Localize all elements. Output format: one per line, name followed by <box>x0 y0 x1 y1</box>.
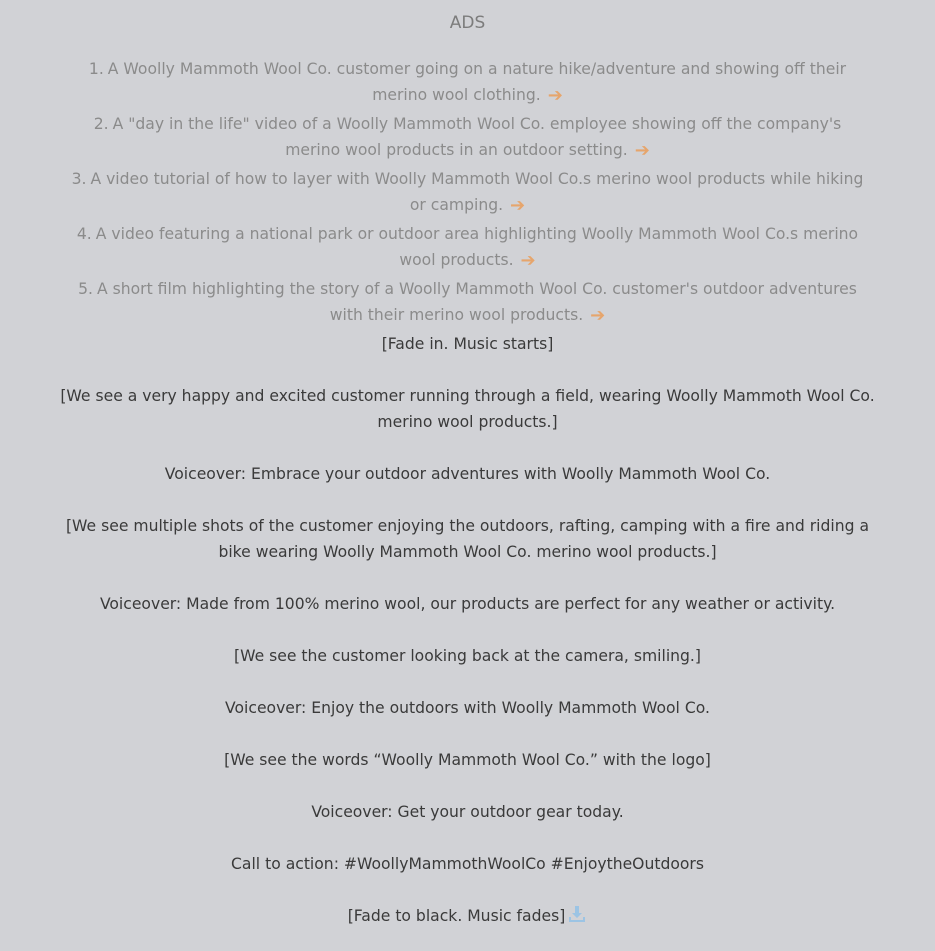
ad-idea-item[interactable] <box>60 111 875 164</box>
ad-idea-number: 5. <box>78 280 93 298</box>
arrow-right-icon[interactable]: ➔ <box>634 140 650 161</box>
script-line: [We see multiple shots of the customer enjoying the outdoors, rafting, camping with a fire and riding a bike wearing Woolly Mammoth Wool Co. merino wool products.] <box>65 517 870 561</box>
script-line: Call to action: #WoollyMammothWoolCo #EnjoytheOutdoors <box>231 855 704 873</box>
arrow-right-icon[interactable]: ➔ <box>510 195 526 216</box>
arrow-right-icon[interactable]: ➔ <box>590 305 606 326</box>
ad-idea-item[interactable] <box>60 56 875 109</box>
ad-idea-number: 2. <box>93 115 109 133</box>
ad-idea-number: 4. <box>76 225 92 243</box>
ad-script <box>60 331 875 929</box>
script-line: Voiceover: Get your outdoor gear today. <box>311 803 624 821</box>
script-line: [We see the customer looking back at the camera, smiling.] <box>234 647 701 665</box>
arrow-right-icon[interactable]: ➔ <box>547 85 563 106</box>
ad-idea-number: 1. <box>88 60 104 78</box>
ad-idea-item[interactable] <box>60 221 875 274</box>
script-line: Voiceover: Enjoy the outdoors with Woolly Mammoth Wool Co. <box>225 699 710 717</box>
script-line: [We see a very happy and excited customer running through a field, wearing Woolly Mammoth Wool Co. merino wool products.] <box>60 387 875 431</box>
download-icon[interactable] <box>567 904 587 924</box>
ad-idea-item[interactable] <box>60 276 875 329</box>
ad-idea-text: A Woolly Mammoth Wool Co. customer going on a nature hike/adventure and showing off their merino wool clothing. <box>107 60 847 104</box>
ad-idea-text: A video tutorial of how to layer with Woolly Mammoth Wool Co.s merino wool products while hiking or camping. <box>90 170 864 214</box>
script-line: Voiceover: Made from 100% merino wool, our products are perfect for any weather or activity. <box>99 595 836 613</box>
script-line: Voiceover: Embrace your outdoor adventures with Woolly Mammoth Wool Co. <box>164 465 771 483</box>
script-line-text: [Fade to black. Music fades] <box>347 907 566 925</box>
ad-idea-text: A "day in the life" video of a Woolly Mammoth Wool Co. employee showing off the company's merino wool products in an outdoor setting. <box>112 115 842 159</box>
script-line-last <box>60 903 875 929</box>
ad-idea-text: A short film highlighting the story of a Woolly Mammoth Wool Co. customer's outdoor adventures with their merino wool products. <box>96 280 857 324</box>
arrow-right-icon[interactable]: ➔ <box>520 250 536 271</box>
script-line: [Fade in. Music starts] <box>381 335 554 353</box>
ad-ideas-list <box>60 56 875 329</box>
script-line: [We see the words “Woolly Mammoth Wool Co.” with the logo] <box>224 751 711 769</box>
page-title: ADS <box>449 13 486 33</box>
ad-idea-number: 3. <box>71 170 87 188</box>
ad-idea-item[interactable] <box>60 166 875 219</box>
ad-idea-text: A video featuring a national park or outdoor area highlighting Woolly Mammoth Wool Co.s merino wool products. <box>95 225 859 269</box>
